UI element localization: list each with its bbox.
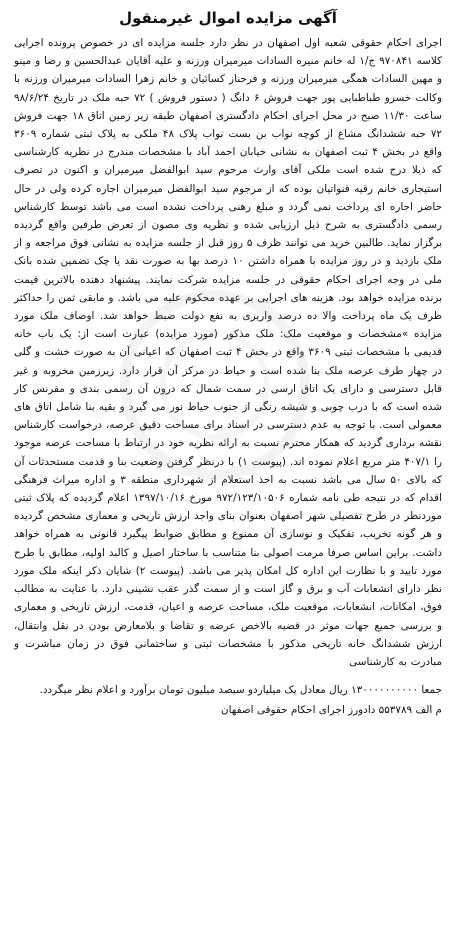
notice-title: آگهی مزایده اموال غیرمنقول	[119, 9, 337, 27]
notice-signature: م الف ۵۵۳۷۸۹ دادورز اجرای احکام حقوقی اصفهان	[220, 704, 442, 717]
notice-body: اجرای احکام حقوقی شعبه اول اصفهان در نظر دارد جلسه مزایده ای در خصوص پرونده اجرایی کلاسه ۹۷۰۸۴۱ ج/۱ له خانم منیره السادات میرمیران ورزنه و علیه آقایان عبدالحسین و رضا و مینو و مهین السادات همگی میرمیران ورزنه و فرحناز کسائیان و خانم زهرا السادات میرمیران ورزنه با وکالت خسرو طباطبایی پور جهت فروش ۶ دانگ ( دستور فروش ) ۷۲ حبه ملک در تاریخ ۹۸/۶/۲۴ ساعت ۱۱/۳۰ صبح در محل اجرای احکام دادگستری اصفهان طبقه زیر زمین اتاق ۱۸ جهت فروش ۷۲ حبه ششدانگ مشاع از کوچه نواب بن بست نواب پلاک ۴۸ ملکی به پلاک ثبتی شماره ۳۶۰۹ واقع در بخش ۴ ثبت اصفهان به نشانی خیابان احمد آباد با مشخصات مندرج در نظریه کارشناسی که ذیلا درج شده است ملکی آقای وارث مرحوم سید ابوالفضل میرمیران و اکنون در تصرف استیجاری خانم رقیه قنواتیان بوده که از مرجوم سید ابوالفضل میرمیران اجاره کرده ولی در حال حاضر اجاره ای پرداخت نمی گردد و مبلغ رهنی پرداخت نشده است می باشد توسط کارشناس رسمی دادگستری به شرح ذیل ارزیابی شده و نظریه وی مصون از تعرض طرفین واقع گردیده برگزار نماید. طالبین خرید می توانند ظرف ۵ روز قبل از جلسه مزایده به نشانی فوق مراجعه و از ملک بازدید و در روز مزایده با همراه داشتن ۱۰ درصد بها به صورت نقد یا چک تضمین شده بانک ملی در وجه اجرای احکام حقوقی در جلسه مزایده شرکت نمایند. پیشنهاد دهنده بالاترین قیمت برنده مزایده خواهد بود. هزینه های اجرایی بر عهده محکوم علیه می باشد. و مابقی ثمن را حداکثر ظرف یک ماه پرداخت والا ده درصد واریزی به نفع دولت ضبط خواهد شد. اوصاف ملک مورد مزایده »مشخصات و موقعیت ملک: ملک مذکور (مورد مزایده) عبارت است از: یک باب خانه قدیمی با مشخصات ثبتی ۳۶۰۹ واقع در بخش ۴ ثبت اصفهان که اعیانی آن به صورت خشت و گلی در چهار طرف عرصه ملک بنا شده است و حیاط در مرکز آن قرار دارد. زیرزمین مخروبه و غیر قابل دسترسی و دارای یک اتاق ارسی در سمت شمال که درون آن رسمی بندی و مقرنس کار شده است که با درب چوبی و شیشه رنگی از جنوب حیاط نور می گیرد و بقیه بنا شامل اتاق های معمولی است. با توجه به عدم دسترسی در اسناد برای مساحت دقیق عرصه، درخواست کارشناس نقشه برداری گردید که همکار محترم نسبت به ارائه نظریه خود در ارتباط با مساحت عرصه موجود را ۴۰۷/۱ متر مربع اعلام نموده اند. (پیوست ۱) با درنظر گرفتن وضعیت بنا و قدمت مستحدثات آن که بالای ۵۰ سال می باشد نسبت به اخذ استعلام از شهرداری منطقه ۳ و اداره میراث فرهنگی اقدام که در نتیجه طی نامه شماره ۹۷۲/۱۲۳/۱۰۵۰۶ مورخ ۱۳۹۷/۱۰/۱۶ اعلام گردیده که پلاک ثبتی موردنظر در طرح تفصیلی شهر اصفهان بعنوان بنای واجد ارزش تاریخی و معماری مشخص گردیده و هر گونه تخریب، تفکیک و نوسازی آن ممنوع و مطابق ضوابط پیگیرد قانونی به همراه خواهد داشت. براین اساس صرفا مرمت اصولی بنا متناسب با ساختار اصیل و کالبد اولیه، مطابق با طرح مورد تایید و با نظارت این اداره کل امکان پذیر می باشد. (پیوست ۲) شایان ذکر اینکه ملک مورد نظر دارای انشعابات آب و برق و گاز است و از سمت گذر عقب نشینی دارد. با عنایت به مطالب فوق، امکانات، انشعابات، موقعیت ملک، مساحت عرصه و اعیان، قدمت، ارزش تاریخی و معماری و بررسی جمیع جهات موثر در قضیه بالاخص عرضه و تقاضا و بلامعارض بودن در نقل وانتقال، ارزش ششدانگ خانه تاریخی مذکور با مشخصات ثبتی و ساختمانی فوق در زمان مباشرت و مبادرت به کارشناسی	[14, 37, 443, 668]
notice-closing: جمعا ۱۳۰۰۰۰۰۰۰۰۰۰ ریال معادل یک میلیاردو سیصد میلیون تومان برآورد و اعلام نظر میگردد.	[39, 684, 442, 697]
